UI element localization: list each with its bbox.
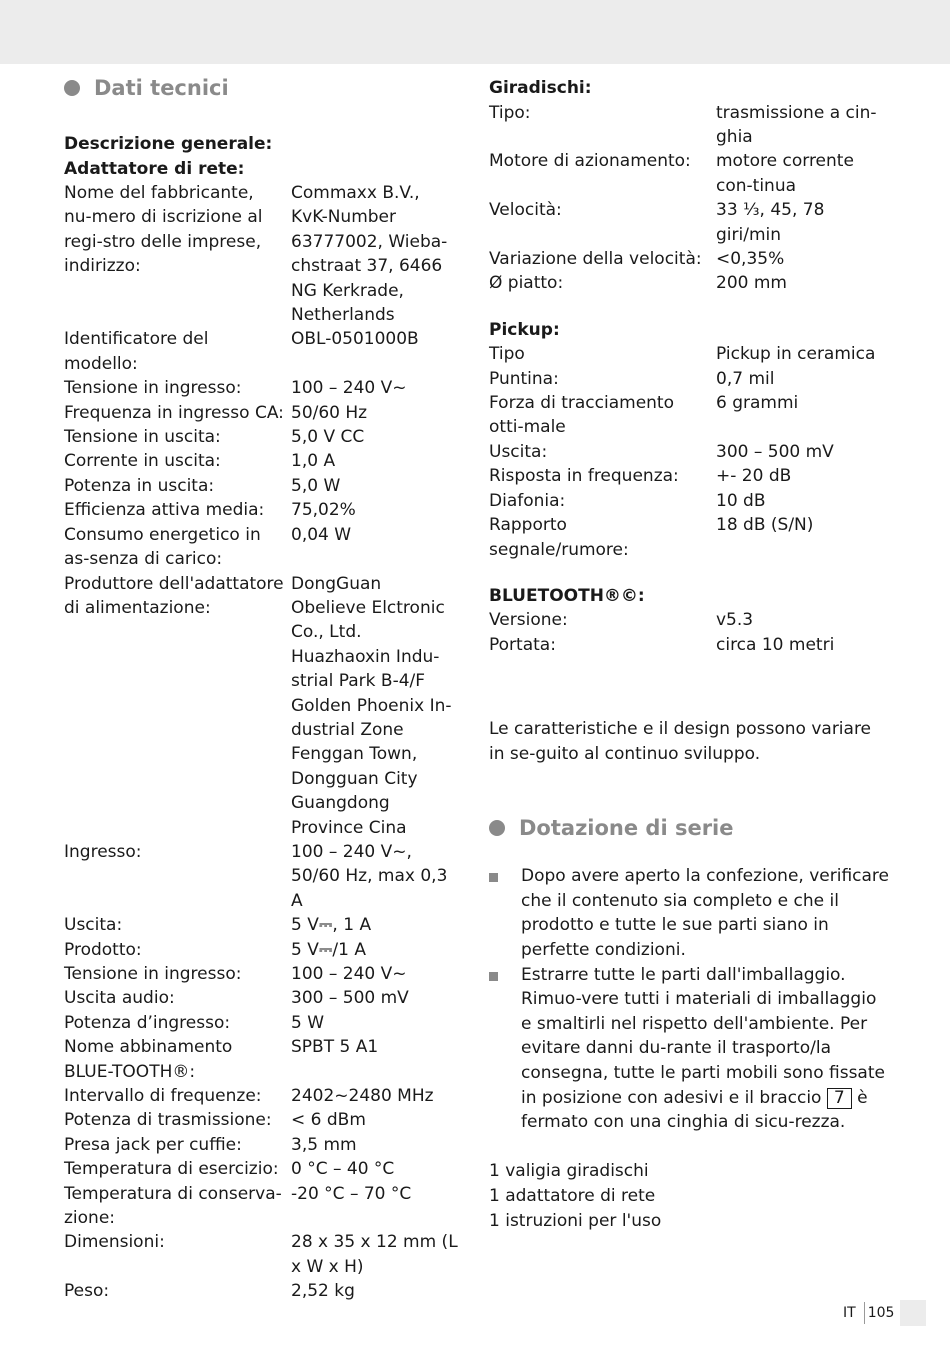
spec-label: Tensione in ingresso:	[64, 378, 242, 399]
spec-label: Risposta in frequenza:	[489, 466, 679, 487]
spec-row	[64, 1084, 460, 1108]
spec-row	[489, 489, 889, 513]
section-title-text: Dati tecnici	[94, 76, 229, 100]
spec-label: Nome del fabbricante, nu-mero di iscrizione al regi-stro delle imprese, indirizzo:	[64, 183, 263, 277]
spec-label: Diafonia:	[489, 490, 566, 511]
subheading-adattatore: Adattatore di rete:	[64, 158, 245, 179]
spec-value: 28 x 35 x 12 mm (L x W x H)	[291, 1232, 458, 1277]
spec-label: Produttore dell'adattatore di alimentazione:	[64, 573, 284, 618]
spec-row	[64, 572, 460, 840]
square-bullet-icon	[489, 873, 498, 882]
spec-label: Uscita:	[489, 441, 548, 462]
heading-bullet-icon	[64, 80, 80, 96]
page-footer	[843, 1300, 926, 1326]
spec-label: Nome abbinamento BLUE-TOOTH®:	[64, 1037, 233, 1082]
spec-value: +- 20 dB	[716, 466, 792, 487]
development-note: Le caratteristiche e il design possono variare in se-guito al continuo sviluppo.	[489, 719, 872, 764]
spec-row	[489, 513, 889, 562]
spec-label: Peso:	[64, 1281, 110, 1302]
spec-value: 33 ⅓, 45, 78 giri/min	[716, 200, 825, 245]
spec-label: Variazione della velocità:	[489, 248, 702, 269]
spec-row	[489, 149, 889, 198]
square-bullet-icon	[489, 972, 498, 981]
spec-value: circa 10 metri	[716, 634, 835, 655]
section-title-text: Dotazione di serie	[519, 816, 734, 841]
spec-value: 2,52 kg	[291, 1281, 355, 1302]
spec-value: 300 – 500 mV	[716, 441, 834, 462]
list-item	[489, 963, 889, 1135]
spec-value: 5 V⎓, 1 A	[291, 915, 372, 936]
spec-row	[489, 342, 889, 366]
spec-row	[64, 913, 460, 937]
spec-value: 3,5 mm	[291, 1134, 357, 1155]
spec-row	[489, 247, 889, 271]
spec-label: Tensione in uscita:	[64, 427, 221, 448]
section-heading-dotazione	[489, 816, 889, 840]
spec-value: 5,0 V CC	[291, 427, 365, 448]
spec-row	[64, 401, 460, 425]
spec-row	[64, 1157, 460, 1181]
spec-label: Frequenza in ingresso CA:	[64, 402, 284, 423]
list-item	[489, 864, 889, 962]
list-item-text: Estrarre tutte le parti dall'imballaggio. Rimuo-vere tutti i materiali di imballaggio e smaltirli nel rispetto dell'ambiente. Per evitare danni du-rante il trasporto/la consegna, tutte le parti mobili sono fissate in posizione con adesivi e il braccio	[521, 964, 885, 1108]
spec-value: 0,04 W	[291, 524, 352, 545]
spec-value: <0,35%	[716, 248, 785, 269]
spec-row	[489, 101, 889, 150]
spec-value: 100 – 240 V~	[291, 378, 407, 399]
spec-row	[64, 523, 460, 572]
heading-bullet-icon	[489, 820, 505, 836]
spec-table-bluetooth	[489, 608, 889, 657]
spec-label: Ingresso:	[64, 841, 142, 862]
spec-value: 300 – 500 mV	[291, 988, 409, 1009]
spec-value: 0,7 mil	[716, 368, 775, 389]
spec-row	[489, 367, 889, 391]
spec-row	[489, 271, 889, 295]
spec-row	[489, 391, 889, 440]
spec-row	[64, 425, 460, 449]
spec-value: 6 grammi	[716, 393, 799, 414]
spec-row	[64, 1279, 460, 1303]
spec-label: Potenza di trasmissione:	[64, 1110, 272, 1131]
subheading-descrizione: Descrizione generale:	[64, 134, 273, 154]
instruction-list	[489, 864, 889, 1135]
part-number-box: 7	[827, 1088, 852, 1109]
list-item-text: Dopo avere aperto la confezione, verificare che il contenuto sia completo e che il prodotto e tutte le sue parti siano in perfette condizioni.	[521, 866, 890, 960]
subheading-giradischi: Giradischi:	[489, 78, 592, 98]
spec-value: SPBT 5 A1	[291, 1037, 379, 1058]
spec-value: 200 mm	[716, 273, 787, 294]
spec-value: trasmissione a cin-ghia	[716, 102, 877, 147]
spec-label: Temperatura di esercizio:	[64, 1159, 279, 1180]
spec-table-adapter	[64, 181, 460, 1304]
spec-row	[489, 608, 889, 632]
spec-label: Potenza d’ingresso:	[64, 1012, 231, 1033]
spec-label: Identificatore del modello:	[64, 329, 209, 374]
spec-value: 5 W	[291, 1012, 325, 1033]
package-contents	[489, 1159, 889, 1234]
content-item: 1 valigia giradischi	[489, 1160, 649, 1181]
spec-value: Commaxx B.V., KvK-Number 63777002, Wieba-chstraat 37, 6466 NG Kerkrade, Netherlands	[291, 183, 448, 326]
spec-row	[489, 440, 889, 464]
spec-label: Prodotto:	[64, 939, 142, 960]
spec-label: Ø piatto:	[489, 273, 564, 294]
spec-label: Temperatura di conserva-zione:	[64, 1183, 282, 1229]
spec-row	[64, 376, 460, 400]
right-column	[489, 76, 889, 1234]
spec-label: Versione:	[489, 610, 568, 631]
spec-row	[489, 633, 889, 657]
spec-label: Rapporto segnale/rumore:	[489, 515, 629, 560]
spec-value: DongGuan Obelieve Elctronic Co., Ltd. Huazhaoxin Indu-strial Park B-4/F Golden Phoenix In-dustrial Zone Fenggan Town, Dongguan City Guangdong Province Cina	[291, 573, 452, 838]
spec-row	[64, 181, 460, 327]
spec-label: Uscita audio:	[64, 988, 175, 1009]
left-column	[64, 76, 460, 1304]
spec-label: Potenza in uscita:	[64, 475, 215, 496]
spec-row	[64, 962, 460, 986]
spec-label: Tipo:	[489, 102, 531, 123]
footer-divider	[864, 1302, 865, 1324]
spec-table-giradischi	[489, 101, 889, 296]
spec-label: Corrente in uscita:	[64, 451, 221, 472]
spec-label: Forza di tracciamento otti-male	[489, 393, 674, 438]
spec-row	[64, 327, 460, 376]
spec-label: Presa jack per cuffie:	[64, 1134, 242, 1155]
spec-value: OBL-0501000B	[291, 329, 419, 350]
spec-label: Velocità:	[489, 200, 562, 221]
spec-label: Tipo	[489, 344, 525, 365]
spec-value: 1,0 A	[291, 451, 336, 472]
page-tab-marker	[900, 1300, 926, 1326]
section-heading-dati-tecnici	[64, 76, 460, 100]
spec-row	[64, 1035, 460, 1084]
list-item-text-end: è fermato con una cinghia di sicu-rezza.	[521, 1087, 868, 1133]
spec-row	[64, 474, 460, 498]
spec-value: 10 dB	[716, 490, 766, 511]
spec-value: 100 – 240 V~, 50/60 Hz, max 0,3 A	[291, 841, 448, 911]
spec-row	[64, 1011, 460, 1035]
subheading-bluetooth: BLUETOOTH®©:	[489, 585, 645, 606]
spec-value: 0 °C – 40 °C	[291, 1159, 395, 1180]
spec-row	[64, 1133, 460, 1157]
spec-value: Pickup in ceramica	[716, 344, 876, 365]
spec-row	[489, 464, 889, 488]
spec-label: Dimensioni:	[64, 1232, 165, 1253]
spec-value: < 6 dBm	[291, 1110, 366, 1131]
spec-value: 5 V⎓/1 A	[291, 939, 366, 960]
spec-label: Motore di azionamento:	[489, 151, 691, 172]
subheading-pickup: Pickup:	[489, 319, 560, 340]
spec-value: 50/60 Hz	[291, 402, 368, 423]
header-bar	[0, 0, 950, 64]
spec-value: 75,02%	[291, 500, 356, 521]
spec-table-pickup	[489, 342, 889, 562]
spec-label: Uscita:	[64, 915, 123, 936]
spec-label: Portata:	[489, 634, 556, 655]
spec-label: Efficienza attiva media:	[64, 500, 265, 521]
language-code: IT	[843, 1305, 856, 1321]
spec-label: Intervallo di frequenze:	[64, 1086, 262, 1107]
spec-value: 18 dB (S/N)	[716, 515, 814, 536]
spec-row	[64, 498, 460, 522]
spec-row	[64, 840, 460, 913]
spec-value: motore corrente con-tinua	[716, 151, 854, 196]
spec-row	[64, 938, 460, 962]
spec-row	[64, 986, 460, 1010]
spec-label: Tensione in ingresso:	[64, 964, 242, 984]
spec-value: 100 – 240 V~	[291, 964, 407, 984]
spec-row	[64, 1108, 460, 1132]
spec-value: 5,0 W	[291, 475, 341, 496]
spec-row	[64, 1230, 460, 1279]
spec-label: Consumo energetico in as-senza di carico:	[64, 524, 261, 570]
content-item: 1 adattatore di rete	[489, 1185, 656, 1206]
spec-row	[64, 449, 460, 473]
spec-row	[489, 198, 889, 247]
spec-row	[64, 1182, 460, 1231]
content-item: 1 istruzioni per l'uso	[489, 1210, 662, 1231]
spec-value: 2402~2480 MHz	[291, 1086, 434, 1107]
spec-value: v5.3	[716, 610, 754, 631]
spec-value: -20 °C – 70 °C	[291, 1183, 412, 1204]
page-number: 105	[867, 1305, 895, 1321]
spec-label: Puntina:	[489, 368, 559, 389]
